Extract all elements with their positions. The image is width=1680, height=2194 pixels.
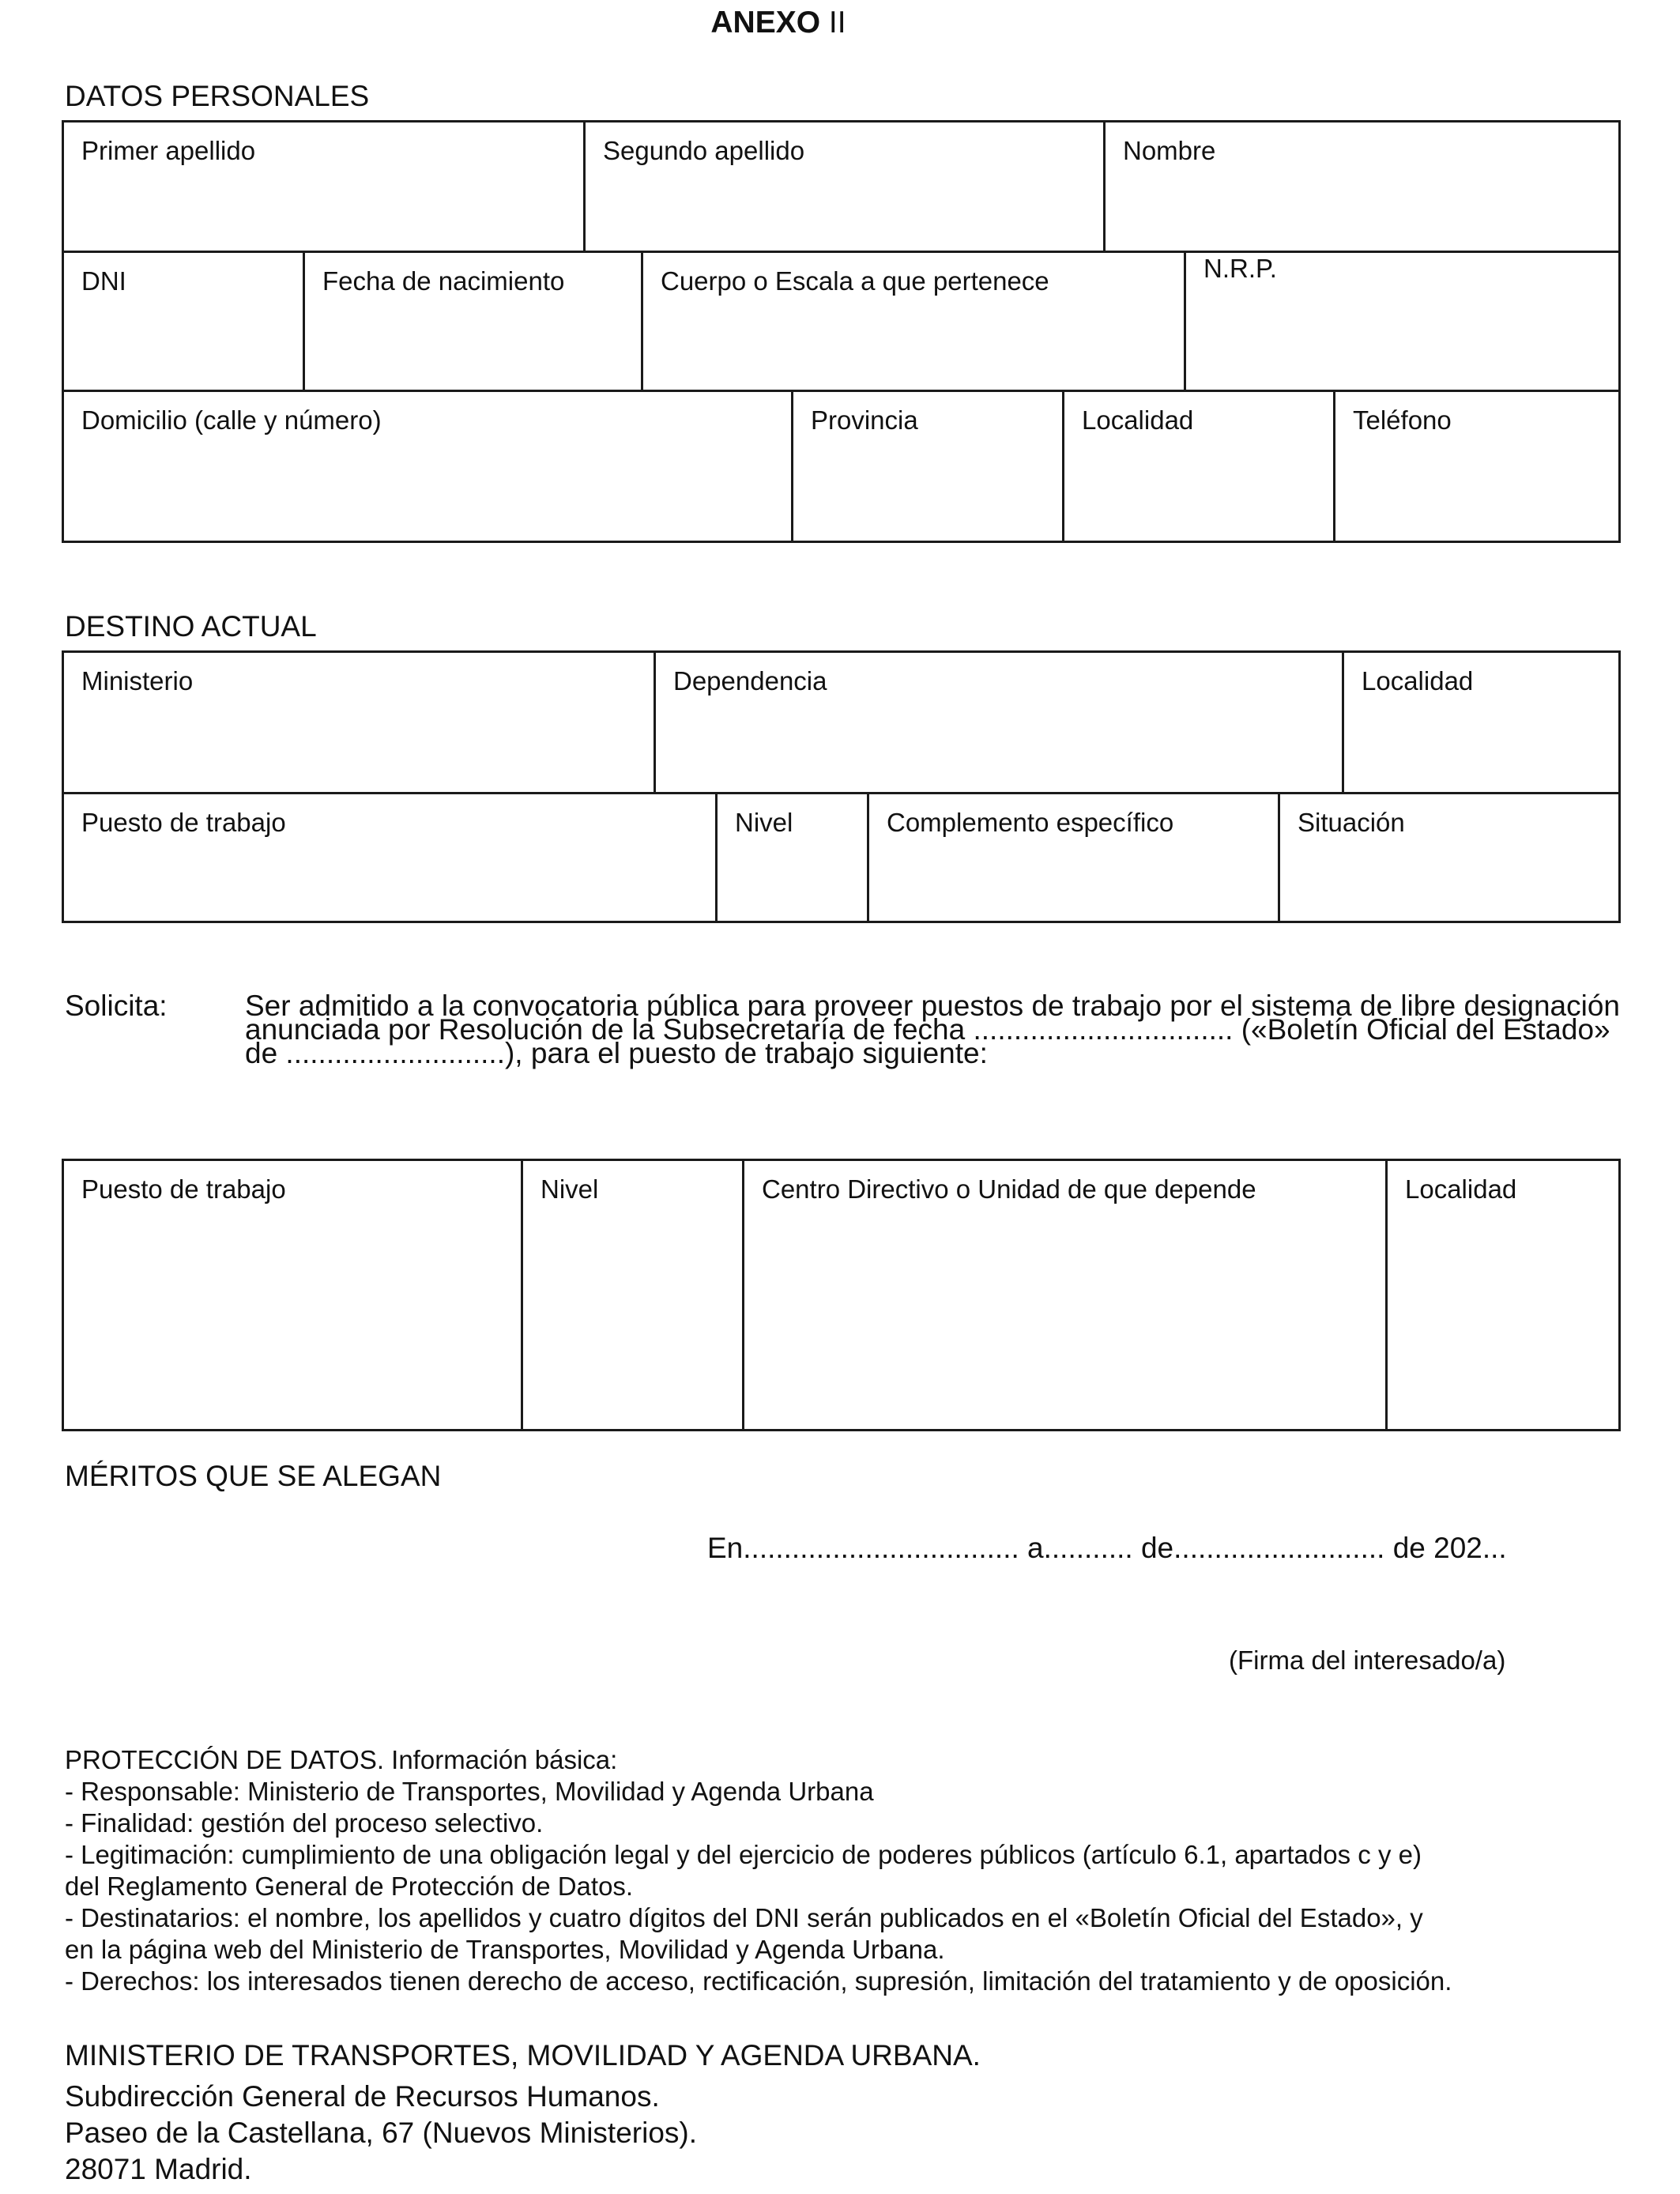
dni-label: DNI — [81, 266, 126, 296]
proteccion-datos-line: - Destinatarios: el nombre, los apellidos y cuatro dígitos del DNI serán publicados en el «Boletín Oficial del Estado», y — [65, 1903, 1423, 1932]
cuerpo-escala-label: Cuerpo o Escala a que pertenece — [661, 266, 1049, 296]
dni-field[interactable] — [64, 251, 303, 390]
footer-city: 28071 Madrid. — [65, 2153, 252, 2185]
footer-street: Paseo de la Castellana, 67 (Nuevos Ministerios). — [65, 2117, 697, 2149]
proteccion-datos-block — [65, 1744, 1614, 1997]
proteccion-datos-line: en la página web del Ministerio de Transportes, Movilidad y Agenda Urbana. — [65, 1935, 945, 1964]
solicita-line: anunciada por Resolución de la Subsecretaría de fecha ................................ («Boletín Oficial del Estado» — [245, 1013, 1610, 1046]
centro-directivo-label: Centro Directivo o Unidad de que depende — [762, 1174, 1256, 1204]
complemento-especifico-label: Complemento específico — [887, 808, 1174, 837]
proteccion-datos-line: del Reglamento General de Protección de Datos. — [65, 1872, 634, 1901]
nivel-actual-field[interactable] — [715, 792, 867, 921]
proteccion-datos-line: - Responsable: Ministerio de Transportes, Movilidad y Agenda Urbana — [65, 1777, 874, 1806]
puesto-trabajo-actual-label: Puesto de trabajo — [81, 808, 286, 837]
firma-label: (Firma del interesado/a) — [1229, 1646, 1506, 1675]
page-title — [0, 5, 1557, 41]
primer-apellido-field[interactable] — [64, 123, 583, 251]
primer-apellido-label: Primer apellido — [81, 136, 256, 165]
destino-localidad-label: Localidad — [1362, 666, 1474, 696]
footer-subdireccion: Subdirección General de Recursos Humanos. — [65, 2080, 660, 2113]
datos-personales-heading: DATOS PERSONALES — [65, 80, 370, 112]
nivel-solicitado-label: Nivel — [541, 1174, 599, 1204]
nombre-label: Nombre — [1123, 136, 1216, 165]
proteccion-datos-line: - Legitimación: cumplimiento de una obligación legal y del ejercicio de poderes públicos (artículo 6.1, apartados c y e) — [65, 1840, 1422, 1869]
lugar-fecha-line: En.................................. a........... de.......................... de 202... — [707, 1532, 1507, 1564]
proteccion-datos-line: - Finalidad: gestión del proceso selectivo. — [65, 1808, 544, 1838]
dependencia-field[interactable] — [654, 653, 1342, 792]
nivel-solicitado-field[interactable] — [521, 1161, 742, 1429]
centro-directivo-field[interactable] — [742, 1161, 1385, 1429]
title-anexo: ANEXO — [710, 6, 821, 40]
datos-personales-table — [62, 120, 1621, 543]
ministerio-field[interactable] — [64, 653, 654, 792]
localidad-solicitada-label: Localidad — [1405, 1174, 1517, 1204]
nombre-field[interactable] — [1103, 123, 1618, 251]
destino-actual-heading: DESTINO ACTUAL — [65, 610, 317, 643]
telefono-field[interactable] — [1333, 390, 1618, 541]
title-number: II — [820, 6, 846, 40]
situacion-field[interactable] — [1278, 792, 1618, 921]
provincia-label: Provincia — [811, 405, 918, 435]
puesto-trabajo-solicitado-label: Puesto de trabajo — [81, 1174, 286, 1204]
localidad-field[interactable] — [1062, 390, 1333, 541]
segundo-apellido-field[interactable] — [583, 123, 1103, 251]
meritos-heading: MÉRITOS QUE SE ALEGAN — [65, 1460, 442, 1492]
footer-address — [65, 2038, 981, 2188]
puesto-solicitado-table — [62, 1159, 1621, 1431]
puesto-trabajo-solicitado-field[interactable] — [64, 1161, 521, 1429]
localidad-label: Localidad — [1082, 405, 1194, 435]
solicita-line: de ...........................), para el puesto de trabajo siguiente: — [245, 1037, 988, 1069]
proteccion-datos-line: - Derechos: los interesados tienen derecho de acceso, rectificación, supresión, limitación del tratamiento y de oposición. — [65, 1966, 1452, 1996]
solicita-label: Solicita: — [65, 990, 168, 1022]
nrp-label: N.R.P. — [1203, 254, 1277, 283]
segundo-apellido-label: Segundo apellido — [603, 136, 805, 165]
nrp-field[interactable] — [1184, 251, 1618, 390]
footer-ministry: MINISTERIO DE TRANSPORTES, MOVILIDAD Y AGENDA URBANA. — [65, 2039, 981, 2071]
provincia-field[interactable] — [791, 390, 1062, 541]
localidad-solicitada-field[interactable] — [1385, 1161, 1618, 1429]
telefono-label: Teléfono — [1353, 405, 1452, 435]
destino-localidad-field[interactable] — [1342, 653, 1618, 792]
proteccion-datos-heading: PROTECCIÓN DE DATOS. Información básica: — [65, 1745, 618, 1774]
ministerio-label: Ministerio — [81, 666, 194, 696]
fecha-nacimiento-field[interactable] — [303, 251, 641, 390]
solicita-line: Ser admitido a la convocatoria pública para proveer puestos de trabajo por el sistema de libre designación — [245, 990, 1621, 1022]
puesto-trabajo-actual-field[interactable] — [64, 792, 715, 921]
fecha-nacimiento-label: Fecha de nacimiento — [322, 266, 565, 296]
solicita-text — [245, 990, 1624, 1069]
situacion-label: Situación — [1298, 808, 1405, 837]
cuerpo-escala-field[interactable] — [641, 251, 1184, 390]
dependencia-label: Dependencia — [673, 666, 827, 696]
nivel-actual-label: Nivel — [735, 808, 793, 837]
complemento-especifico-field[interactable] — [867, 792, 1278, 921]
domicilio-label: Domicilio (calle y número) — [81, 405, 382, 435]
destino-actual-table — [62, 650, 1621, 923]
domicilio-field[interactable] — [64, 390, 791, 541]
